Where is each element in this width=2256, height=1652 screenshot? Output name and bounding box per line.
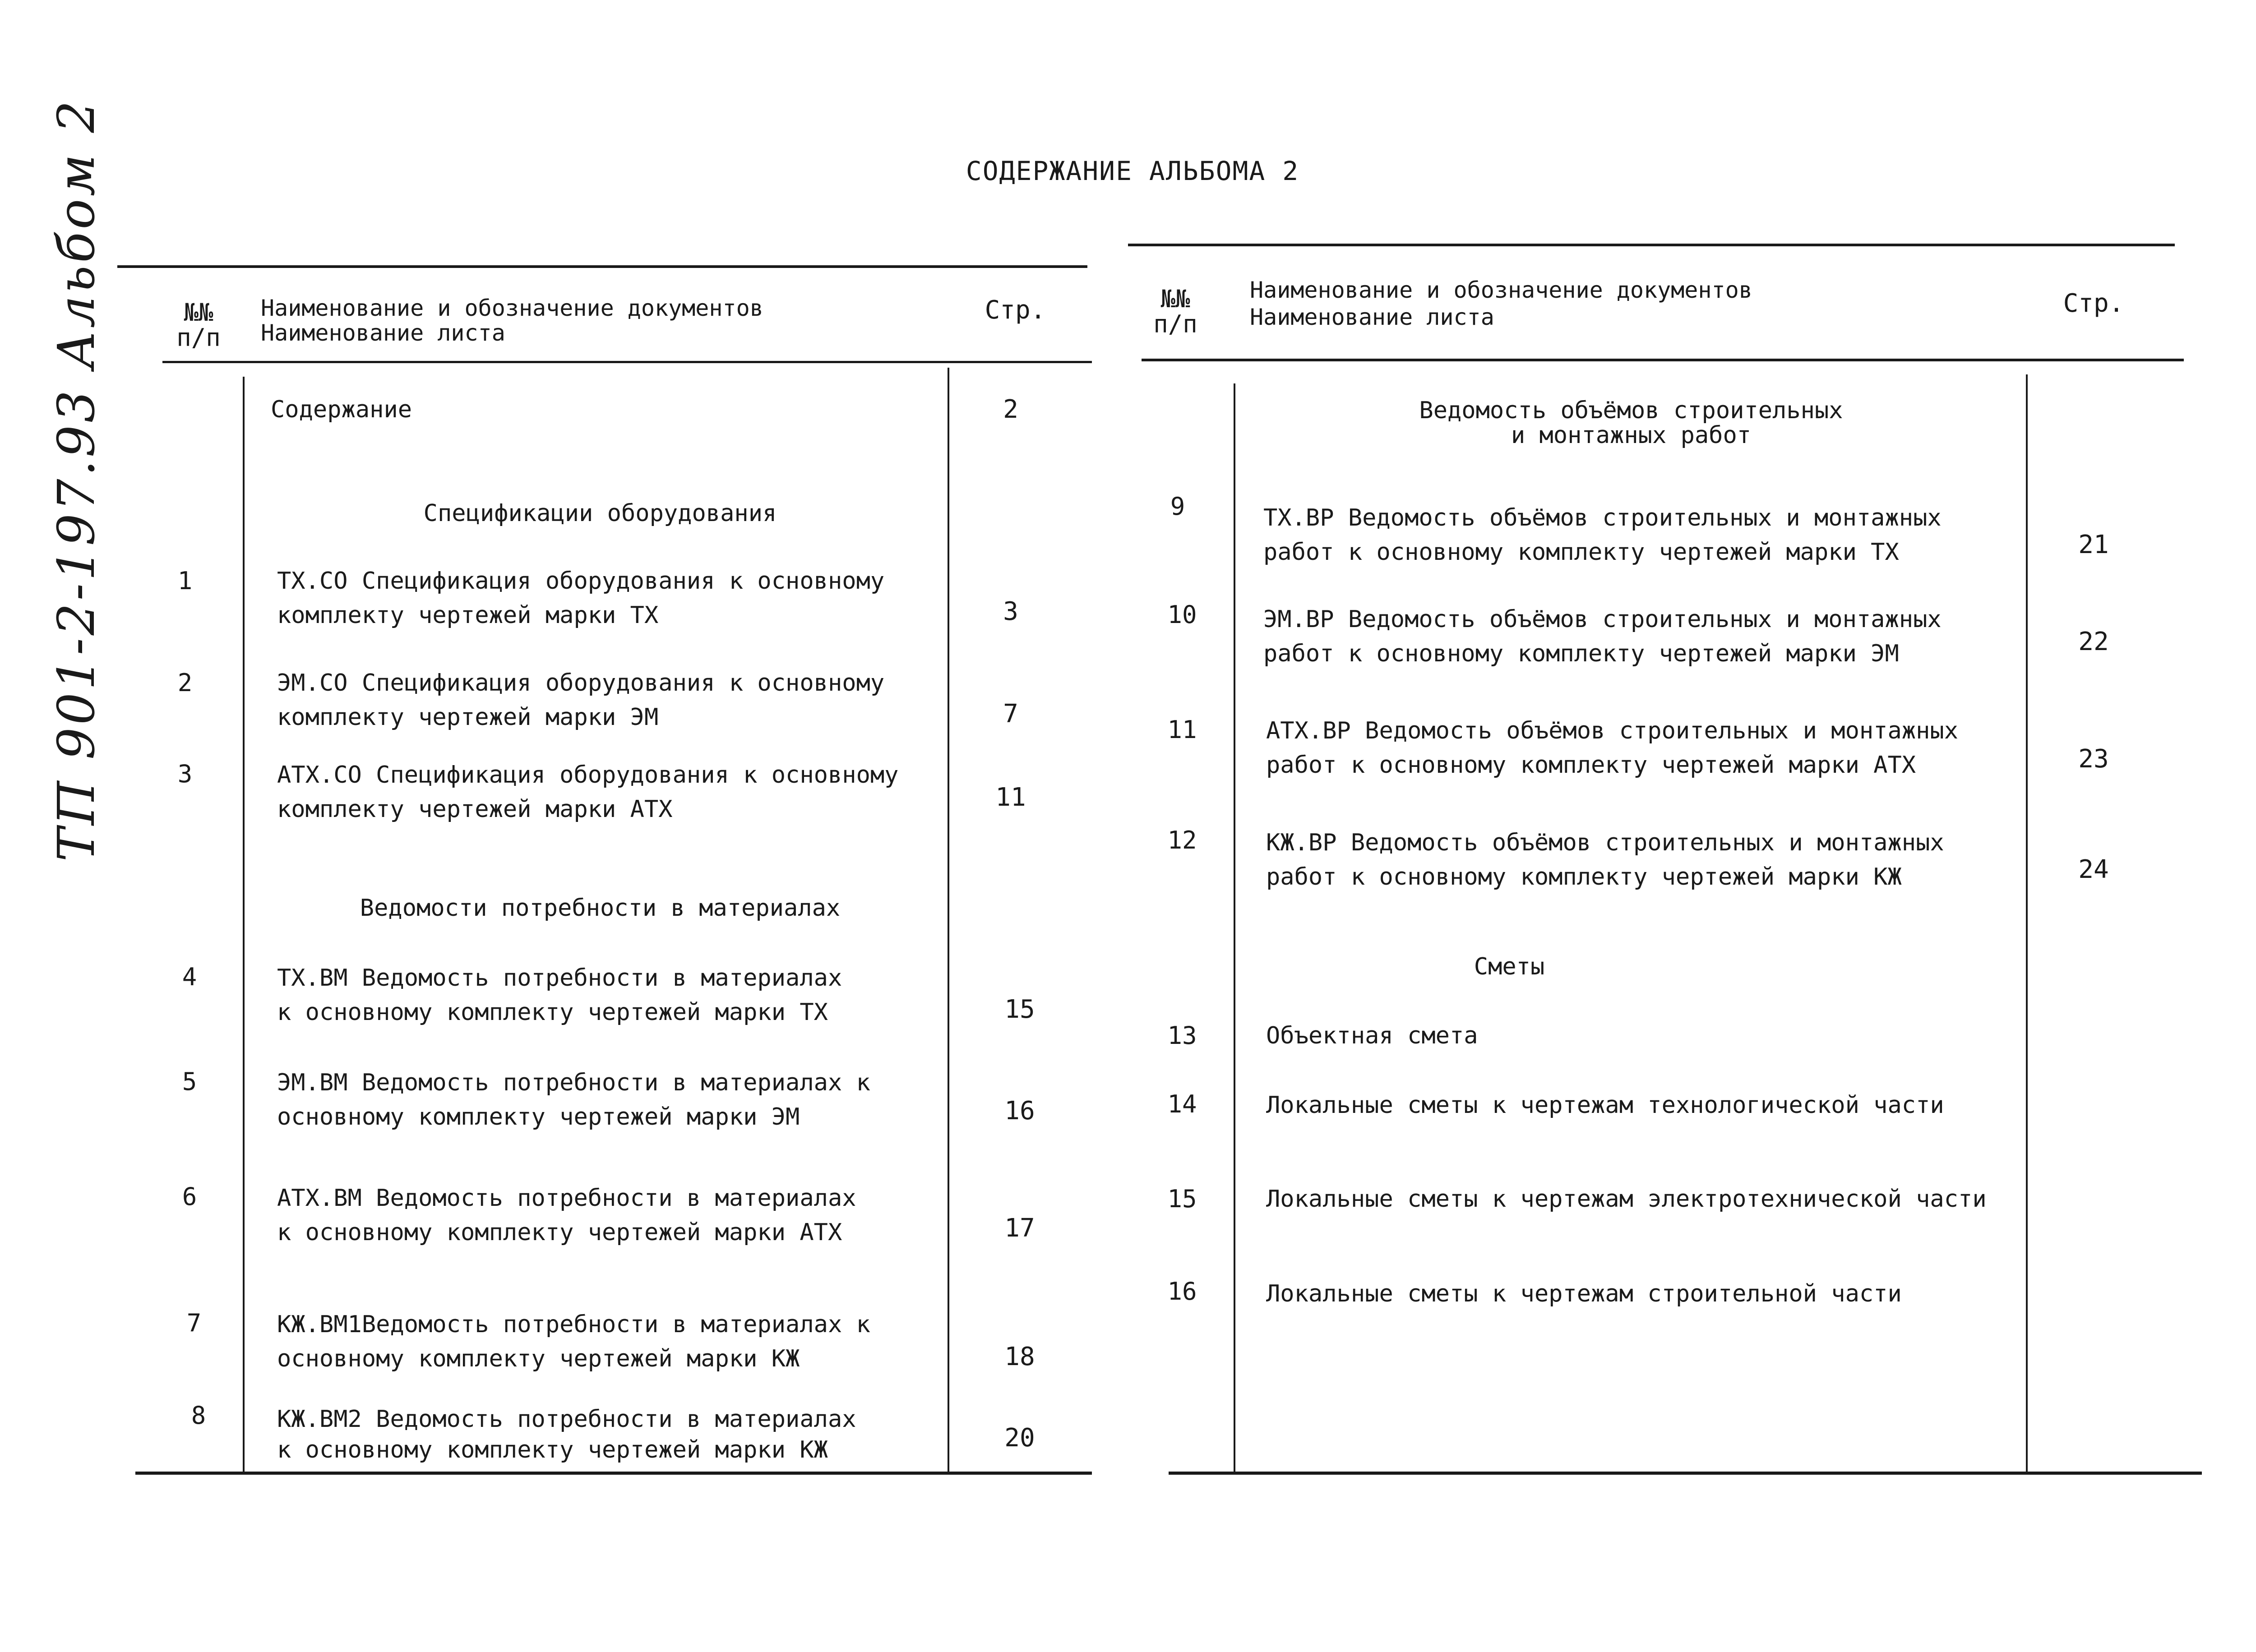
right-table-top-rule <box>1128 244 2175 246</box>
row-number: 9 <box>1170 492 1185 521</box>
row-title-line1: ЭМ.ВМ Ведомость потребности в материалах к <box>277 1069 870 1096</box>
row-title-line1: ТХ.ВМ Ведомость потребности в материалах <box>277 964 842 992</box>
row-page: 16 <box>1004 1096 1035 1126</box>
row-title-line2: работ к основному комплекту чертежей марки ЭМ <box>1263 640 1899 667</box>
row-title-line2: к основному комплекту чертежей марки ТХ <box>277 999 828 1026</box>
left-column-divider-1 <box>243 377 245 1473</box>
row-number: 10 <box>1167 600 1197 629</box>
row-title-line1: Объектная смета <box>1266 1022 1478 1049</box>
right-header-num: №№ п/п <box>1153 285 1197 338</box>
left-header-page: Стр. <box>985 295 1046 325</box>
row-number: 4 <box>182 963 197 991</box>
row-title-line2: работ к основному комплекту чертежей марки ТХ <box>1263 539 1899 566</box>
row-title-line2: к основному комплекту чертежей марки АТХ <box>277 1219 842 1246</box>
row-title-line2: к основному комплекту чертежей марки КЖ <box>277 1436 828 1463</box>
row-number: 16 <box>1167 1277 1197 1306</box>
right-header-bottom-rule <box>1142 359 2184 361</box>
row-number: 15 <box>1167 1185 1197 1213</box>
row-page: 20 <box>1004 1423 1035 1453</box>
row-page: 18 <box>1004 1342 1035 1371</box>
row-number: 11 <box>1167 715 1197 744</box>
row-title-line1: Локальные сметы к чертежам электротехнической части <box>1266 1186 1987 1213</box>
row-page: 23 <box>2078 744 2109 774</box>
right-header-page: Стр. <box>2063 289 2124 318</box>
row-title-line2: работ к основному комплекту чертежей марки АТХ <box>1266 752 1916 779</box>
section-heading-estimates: Сметы <box>1474 953 1545 980</box>
row-title-line1: ТХ.ВР Ведомость объёмов строительных и монтажных <box>1263 504 1942 531</box>
left-column-divider-2 <box>948 368 949 1473</box>
row-title-line2: комплекту чертежей марки АТХ <box>277 796 673 823</box>
row-page: 7 <box>1003 699 1018 729</box>
row-page: 15 <box>1004 995 1035 1024</box>
section-heading-material-needs: Ведомости потребности в материалах <box>360 895 841 922</box>
row-number: 6 <box>182 1182 197 1211</box>
row-title-line1: АТХ.ВМ Ведомость потребности в материалах <box>277 1185 856 1212</box>
row-number: 14 <box>1167 1090 1197 1118</box>
left-header-num: №№ п/п <box>176 298 221 352</box>
section-heading-volumes-line2: и монтажных работ <box>1511 422 1752 449</box>
side-document-code: ТП 901-2-197.93 Альбом 2 <box>47 98 106 862</box>
row-title-line1: ЭМ.СО Спецификация оборудования к основному <box>277 669 885 697</box>
right-header-name-line2: Наименование листа <box>1250 304 1494 330</box>
row-title-line2: комплекту чертежей марки ТХ <box>277 602 659 629</box>
album-contents-title: СОДЕРЖАНИЕ АЛЬБОМА 2 <box>966 156 1299 186</box>
left-header-name-line2: Наименование листа <box>261 320 505 346</box>
contents-entry-label: Содержание <box>271 396 412 423</box>
row-number: 5 <box>182 1067 197 1096</box>
row-title-line1: Локальные сметы к чертежам технологической части <box>1266 1092 1944 1119</box>
row-title-line2: основному комплекту чертежей марки ЭМ <box>277 1103 800 1131</box>
row-number: 13 <box>1167 1021 1197 1050</box>
section-heading-volumes-line1: Ведомость объёмов строительных <box>1419 397 1843 424</box>
row-title-line1: АТХ.СО Спецификация оборудования к основному <box>277 761 899 789</box>
row-page: 21 <box>2078 530 2109 559</box>
left-header-name-line1: Наименование и обозначение документов <box>261 295 763 321</box>
row-number: 2 <box>177 669 193 697</box>
row-page: 17 <box>1004 1214 1035 1243</box>
right-column-divider-1 <box>1234 383 1235 1473</box>
row-title-line1: КЖ.ВР Ведомость объёмов строительных и монтажных <box>1266 829 1944 856</box>
right-column-divider-2 <box>2026 374 2028 1473</box>
row-number: 12 <box>1167 826 1197 854</box>
left-table-top-rule <box>117 265 1087 268</box>
contents-entry-page: 2 <box>1003 395 1018 424</box>
row-page: 11 <box>995 783 1026 812</box>
row-number: 8 <box>191 1401 206 1430</box>
row-title-line1: ЭМ.ВР Ведомость объёмов строительных и монтажных <box>1263 606 1942 633</box>
row-title-line1: ТХ.СО Спецификация оборудования к основному <box>277 568 885 595</box>
section-heading-equipment-specs: Спецификации оборудования <box>423 500 777 527</box>
right-header-name-line1: Наименование и обозначение документов <box>1250 277 1752 303</box>
row-title-line2: комплекту чертежей марки ЭМ <box>277 704 659 731</box>
row-page: 3 <box>1003 597 1018 626</box>
row-title-line2: основному комплекту чертежей марки КЖ <box>277 1345 800 1372</box>
row-title-line1: КЖ.ВМ1Ведомость потребности в материалах к <box>277 1311 870 1338</box>
row-title-line2: работ к основному комплекту чертежей марки КЖ <box>1266 863 1902 891</box>
row-title-line1: АТХ.ВР Ведомость объёмов строительных и монтажных <box>1266 717 1959 744</box>
row-page: 22 <box>2078 627 2109 656</box>
row-number: 1 <box>177 567 193 595</box>
row-number: 7 <box>186 1309 202 1337</box>
row-page: 24 <box>2078 855 2109 884</box>
left-header-bottom-rule <box>162 361 1092 363</box>
right-table-bottom-rule <box>1169 1472 2202 1475</box>
row-title-line1: КЖ.ВМ2 Ведомость потребности в материалах <box>277 1406 856 1433</box>
row-title-line1: Локальные сметы к чертежам строительной части <box>1266 1280 1902 1307</box>
row-number: 3 <box>177 760 193 788</box>
